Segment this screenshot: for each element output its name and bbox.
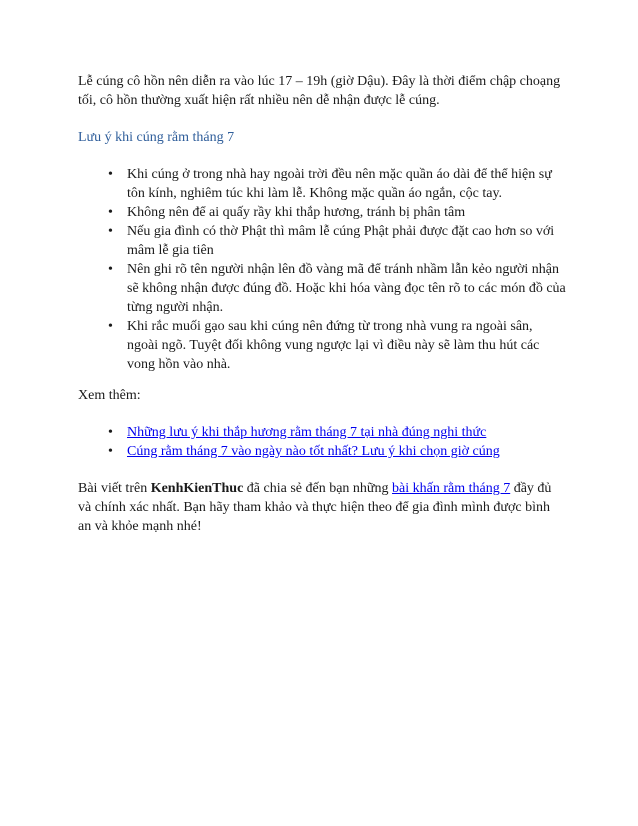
list-item-text: Nên ghi rõ tên người nhận lên đồ vàng mã để tránh nhầm lẫn kẻo người nhận sẽ không nhận được đúng đồ. Hoặc khi hóa vàng đọc tên rõ to các món đồ của từng người nhận. xyxy=(127,262,566,315)
bullet-icon: • xyxy=(108,444,113,459)
list-item-text: Khi cúng ở trong nhà hay ngoài trời đều nên mặc quần áo dài để thể hiện sự tôn kính, nghiêm túc khi làm lễ. Không mặc quần áo ngắn, cộc tay. xyxy=(127,167,552,201)
brand-name: KenhKienThuc xyxy=(150,481,244,496)
bullet-icon: • xyxy=(108,224,113,239)
section-heading: Lưu ý khi cúng rằm tháng 7 xyxy=(78,130,235,145)
list-item xyxy=(78,222,566,260)
list-item-text: Khi rắc muối gạo sau khi cúng nên đứng từ trong nhà vung ra ngoài sân, ngoài ngõ. Tuyệt đối không vung ngược lại vì điều này sẽ làm thu hút các vong hồn vào nhà. xyxy=(127,319,540,372)
closing-paragraph xyxy=(78,479,566,536)
list-item xyxy=(78,442,566,461)
closing-text-3: đầy đủ và chính xác nhất. Bạn hãy tham khảo và thực hiện theo để gia đình mình được bình an và khỏe mạnh nhé! xyxy=(78,481,552,534)
bullet-icon: • xyxy=(108,319,113,334)
list-item-text: Không nên để ai quấy rầy khi thắp hương, tránh bị phân tâm xyxy=(127,205,466,220)
list-item xyxy=(78,203,566,222)
bullet-icon: • xyxy=(108,205,113,220)
closing-text-1: Bài viết trên xyxy=(78,481,151,496)
list-item xyxy=(78,260,566,317)
list-item xyxy=(78,165,566,203)
prayer-link[interactable]: bài khấn rằm tháng 7 xyxy=(392,481,511,496)
bullet-icon: • xyxy=(108,425,113,440)
list-item-text: Nếu gia đình có thờ Phật thì mâm lễ cúng Phật phải được đặt cao hơn so với mâm lễ gia tiên xyxy=(127,224,555,258)
related-links-list xyxy=(78,423,566,461)
intro-paragraph: Lễ cúng cô hồn nên diễn ra vào lúc 17 – 19h (giờ Dậu). Đây là thời điểm chập choạng tối, cô hồn thường xuất hiện rất nhiều nên dễ nhận được lễ cúng. xyxy=(78,74,561,108)
bullet-icon: • xyxy=(108,167,113,182)
list-item xyxy=(78,317,566,374)
list-item xyxy=(78,423,566,442)
see-more-label: Xem thêm: xyxy=(78,388,141,403)
closing-text-2: đã chia sẻ đến bạn những xyxy=(243,481,393,496)
bullet-icon: • xyxy=(108,262,113,277)
related-link-incense[interactable]: Những lưu ý khi thắp hương rằm tháng 7 tại nhà đúng nghi thức xyxy=(127,425,487,440)
document-body xyxy=(78,72,566,536)
notes-list xyxy=(78,165,566,374)
related-link-best-day[interactable]: Cúng rằm tháng 7 vào ngày nào tốt nhất? Lưu ý khi chọn giờ cúng xyxy=(127,444,500,459)
